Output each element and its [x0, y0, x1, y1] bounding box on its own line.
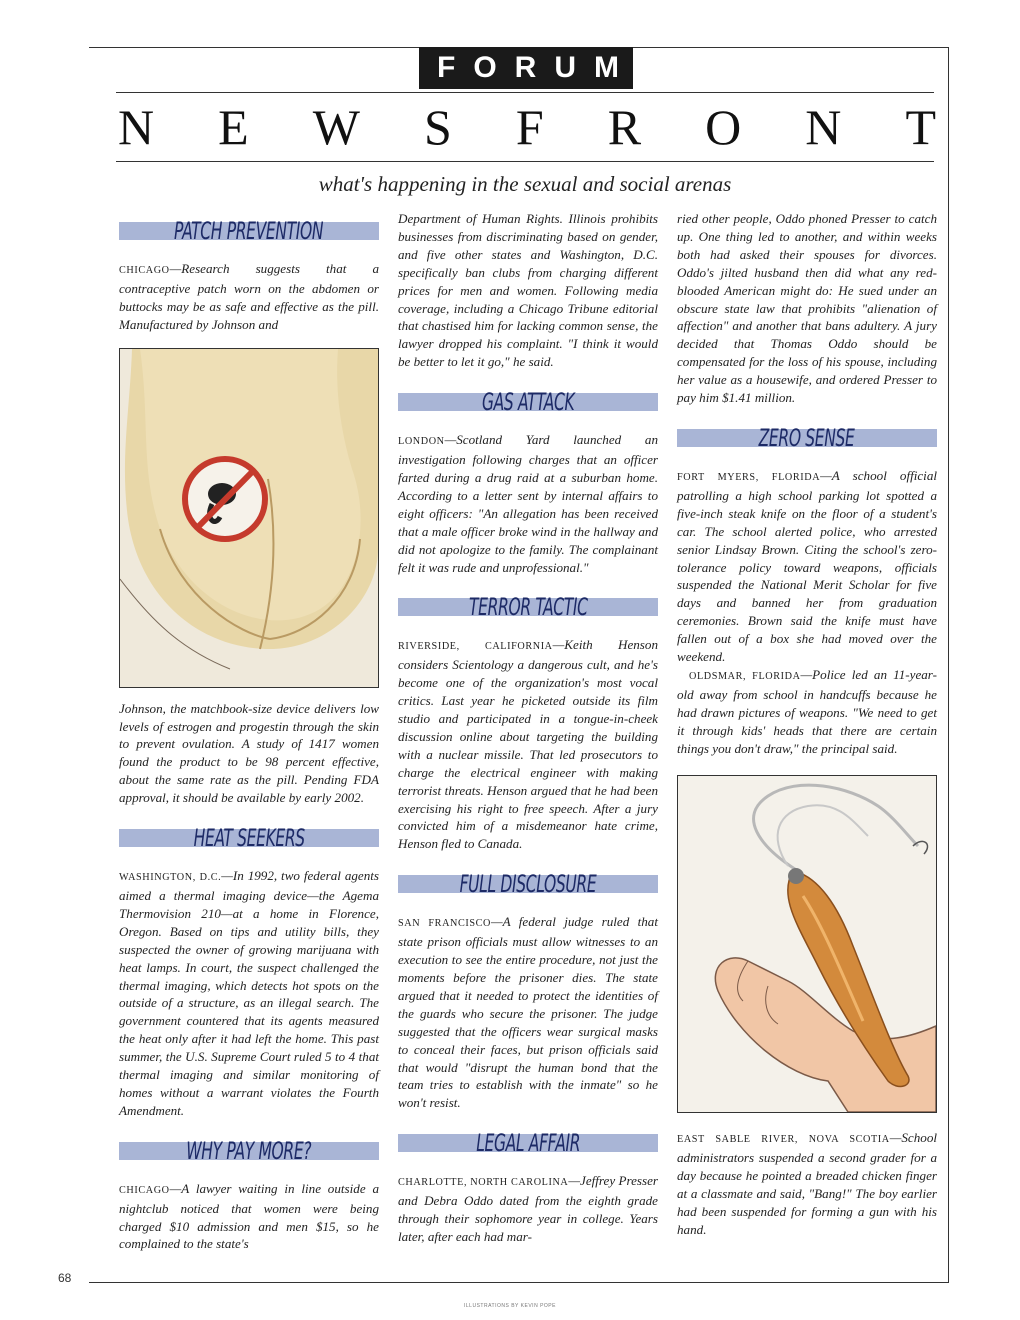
article-text [398, 210, 658, 371]
dateline: EAST SABLE RIVER, NOVA SCOTIA [677, 1134, 890, 1146]
dateline: SAN FRANCISCO [398, 918, 491, 930]
section-label: FORUM [419, 47, 633, 89]
headline-bar [398, 592, 658, 622]
column-middle [398, 210, 658, 1246]
article-body: —Scotland Yard launched an investigation following charges that an officer farted during a drug raid at a suburban home. According to a letter sent by internal affairs to eight officers: "An allegation has been received that a male officer broke wind in the hallway and did not apologize to the family. The complainant felt it was rude and unprofessional." [398, 432, 658, 575]
headline: ZERO SENSE [759, 423, 855, 452]
chicken-finger-illustration [677, 775, 937, 1113]
headline: HEAT SEEKERS [193, 824, 305, 853]
headline: PATCH PREVENTION [174, 217, 324, 245]
column-left [119, 210, 379, 1253]
headline-bar [398, 1128, 658, 1158]
headline-bar [398, 387, 658, 417]
headline-bar [119, 216, 379, 246]
masthead-letter: W [312, 99, 360, 155]
article-text [677, 210, 937, 407]
dateline: WASHINGTON, D.C. [119, 872, 222, 884]
headline-bar [119, 1136, 379, 1166]
dateline: RIVERSIDE, CALIFORNIA [398, 641, 553, 653]
article-body: —In 1992, two federal agents aimed a thermal imaging device—the Agema Thermovision 210—at a home in Florence, Oregon. Based on tips and utility bills, they suspected the owner of growing marijuana with heat lamps. In court, the suspect challenged the thermal imaging, which detects hot spots on the outside of a structure, as an illegal search. The government countered that its agents measured the heat only after it had left the home. This past summer, the U.S. Supreme Court ruled 5 to 4 that thermal imaging and similar monitoring of homes without a warrant violates the Fourth Amendment. [119, 868, 380, 1118]
article-body: —A lawyer waiting in line outside a nightclub noticed that women were being charged $10 admission and men $15, so he complained to the state's [119, 1180, 379, 1252]
chicken-finger-hand-icon [678, 776, 936, 1112]
masthead-letter: N [118, 99, 155, 155]
article-text [398, 431, 658, 576]
article-text [119, 700, 379, 807]
headline-bar [677, 423, 937, 453]
buttocks-patch-icon [120, 349, 378, 687]
tagline: what's happening in the sexual and social arenas [318, 172, 732, 196]
headline: LEGAL AFFAIR [476, 1129, 580, 1158]
article-text [677, 467, 937, 666]
contraceptive-patch-illustration [119, 348, 379, 688]
article-text [677, 666, 937, 758]
masthead-letter: R [607, 99, 642, 155]
article-text [119, 260, 379, 334]
masthead-letter: F [515, 99, 544, 155]
masthead-letter: N [805, 99, 842, 155]
headline: WHY PAY MORE? [186, 1136, 312, 1165]
dateline: LONDON [398, 436, 445, 448]
masthead-letter: T [905, 99, 936, 155]
article-text [677, 1129, 937, 1238]
article-body: Department of Human Rights. Illinois prohibits businesses from discriminating based on gender, and five other states and Washington, D.C. specifically ban clubs from charging different prices for men and women. Following media coverage, including a Chicago Tribune editorial that chastised him for lacking common sense, the lawyer dropped his complaint. "I think it would be better to let it go," he said. [398, 211, 658, 370]
article-text [119, 867, 379, 1120]
column-right [677, 210, 937, 1239]
dateline: CHICAGO [119, 1184, 170, 1196]
page-number: 68 [58, 1271, 72, 1285]
article-body: —School administrators suspended a second grader for a day because he pointed a breaded chicken finger at a classmate and said, "Bang!" The boy earlier had been suspended for forming a gun with his hand. [677, 1130, 937, 1237]
headline-bar [119, 823, 379, 853]
article-body: —A school official patrolling a high school parking lot spotted a five-inch steak knife on the floor of a student's car. The school alerted police, who arrested senior Lindsay Brown. Citing the school's zero-tolerance policy toward weapons, officials suspended the National Merit Scholar for five days and banned her from graduation ceremonies. Brown said the knife must have fallen out of a box she had moved over the weekend. [677, 467, 938, 665]
illustration-credit: ILLUSTRATIONS BY KEVIN POPE [464, 1303, 556, 1309]
article-text [398, 636, 658, 853]
dateline: CHICAGO [119, 265, 170, 276]
dateline: OLDSMAR, FLORIDA [689, 670, 801, 682]
masthead-rule-top [116, 92, 934, 93]
masthead-letter: E [218, 99, 249, 155]
dateline: CHARLOTTE, NORTH CAROLINA [398, 1177, 569, 1189]
article-body: —Research suggests that a contraceptive patch worn on the abdomen or buttocks may be as safe and effective as the pill. Manufactured by Johnson and [119, 261, 379, 332]
masthead-title [118, 98, 936, 156]
article-text [398, 1172, 658, 1246]
dateline: FORT MYERS, FLORIDA [677, 471, 821, 483]
masthead-letter: S [424, 99, 452, 155]
article-body: Johnson, the matchbook-size device delivers low levels of estrogen and progestin through the skin to prevent ovulation. A study of 1417 women found the product to be 98 percent effective, about the same rate as the pill. Pending FDA approval, it should be available by early 2002. [119, 700, 379, 806]
headline: TERROR TACTIC [468, 593, 588, 622]
masthead-letter: O [705, 99, 742, 155]
article-body: —A federal judge ruled that state prison officials must allow witnesses to an execution to see the entire procedure, not just the moments before the prisoner dies. The state argued that it needed to protect the identities of the guards who secure the prisoner. The judge suggested that the officers wear surgical masks to conceal their faces, but prison officials said that would "disrupt the human bond that the team tries to establish with the inmate" so he won't resist. [398, 914, 658, 1111]
article-body: —Jeffrey Presser and Debra Oddo dated from the eighth grade through their sophomore year in college. Years later, after each had mar- [398, 1173, 658, 1244]
headline: GAS ATTACK [481, 388, 575, 417]
article-body: ried other people, Oddo phoned Presser to catch up. One thing led to another, and within weeks both had asked their spouses for divorces. Oddo's jilted husband then did what any red-blooded American might do: He sued under an obscure state law that prohibits "alienation of affection" and another that bans adultery. A jury decided that Thomas Oddo should be compensated for the loss of his spouse, including her value as a housewife, and ordered Presser to pay him $1.41 million. [677, 211, 937, 406]
masthead-rule-bottom [116, 161, 934, 162]
headline: FULL DISCLOSURE [459, 870, 597, 899]
article-text [398, 913, 658, 1112]
article-text [119, 1180, 379, 1254]
article-body: —Keith Henson considers Scientology a dangerous cult, and he's become one of the organization's most vocal critics. Last year he picketed outside its film studio and participated in a tongue-in-cheek discussion online about targeting the building with a nuclear missile. That led prosecutors to charge the electrical engineer with making terrorist threats. Henson argued that he had been exercising his right to free speech. After a jury convicted him of a misdemeanor hate crime, Henson fled to Canada. [398, 637, 658, 852]
headline-bar [398, 869, 658, 899]
article-body: —Police led an 11-year-old away from school in handcuffs because he had drawn pictures of weapons. "We need to get it through kids' heads that there are certain things you don't draw," the principal said. [677, 666, 937, 756]
